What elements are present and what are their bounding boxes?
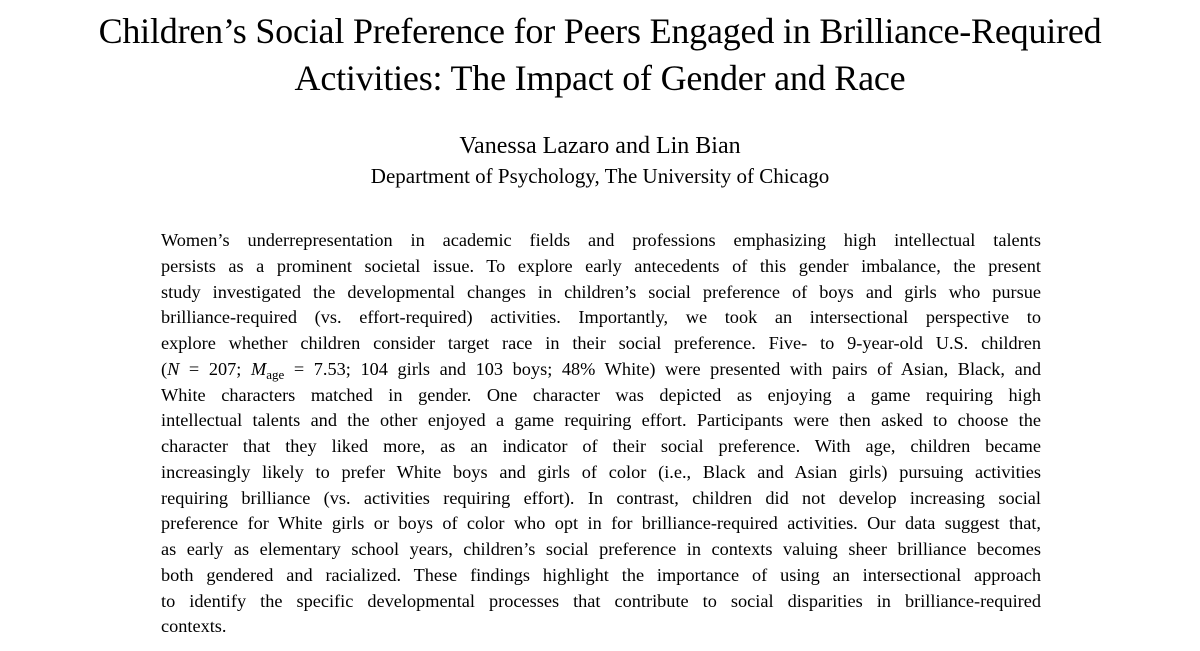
abstract-line: intellectual talents and the other enjoyed a game requiring effort. Participants were then asked to choose the [161, 410, 1041, 431]
abstract-line-sample-stats [161, 357, 1041, 383]
abstract [161, 228, 1041, 640]
paper-authors: Vanessa Lazaro and Lin Bian [459, 133, 741, 159]
abstract-line: White characters matched in gender. One character was depicted as enjoying a game requiring high [161, 384, 1041, 405]
paper-title-line: Children’s Social Preference for Peers Engaged in Brilliance-Required [98, 11, 1102, 51]
abstract-line: persists as a prominent societal issue. To explore early antecedents of this gender imbalance, the present [161, 255, 1041, 276]
abstract-line: requiring brilliance (vs. activities requiring effort). In contrast, children did not develop increasing social [161, 487, 1041, 508]
abstract-line: to identify the specific developmental processes that contribute to social disparities in brilliance-required [161, 590, 1041, 611]
abstract-line: both gendered and racialized. These findings highlight the importance of using an intersectional approach [161, 564, 1041, 585]
abstract-line: character that they liked more, as an indicator of their social preference. With age, children became [161, 436, 1041, 456]
paper-affiliation: Department of Psychology, The University of Chicago [370, 164, 830, 188]
abstract-text: = 7.53; 104 girls and 103 boys; 48% White) were presented with pairs of Asian, Black, and [284, 358, 1041, 379]
sample-size-symbol: N [167, 358, 180, 379]
abstract-text: ( [161, 358, 168, 379]
abstract-line: contexts. [161, 616, 227, 637]
abstract-line: increasingly likely to prefer White boys and girls of color (i.e., Black and Asian girls) pursuing activities [161, 461, 1041, 482]
abstract-text: = 207; [179, 358, 251, 379]
abstract-line: explore whether children consider target race in their social preference. Five- to 9-year-old U.S. children [161, 333, 1041, 353]
mean-subscript: age [266, 366, 285, 382]
abstract-line: brilliance-required (vs. effort-required) activities. Importantly, we took an intersectional perspective to [161, 307, 1041, 328]
paper-title [0, 8, 1200, 102]
abstract-line: Women’s underrepresentation in academic fields and professions emphasizing high intellectual talents [161, 230, 1041, 250]
mean-symbol: M [250, 358, 267, 379]
paper-title-line: Activities: The Impact of Gender and Race [294, 58, 906, 98]
abstract-line: as early as elementary school years, children’s social preference in contexts valuing sheer brilliance becomes [161, 539, 1041, 559]
abstract-line: study investigated the developmental changes in children’s social preference of boys and girls who pursue [161, 281, 1041, 302]
abstract-line: preference for White girls or boys of color who opt in for brilliance-required activities. Our data suggest that, [161, 513, 1041, 534]
